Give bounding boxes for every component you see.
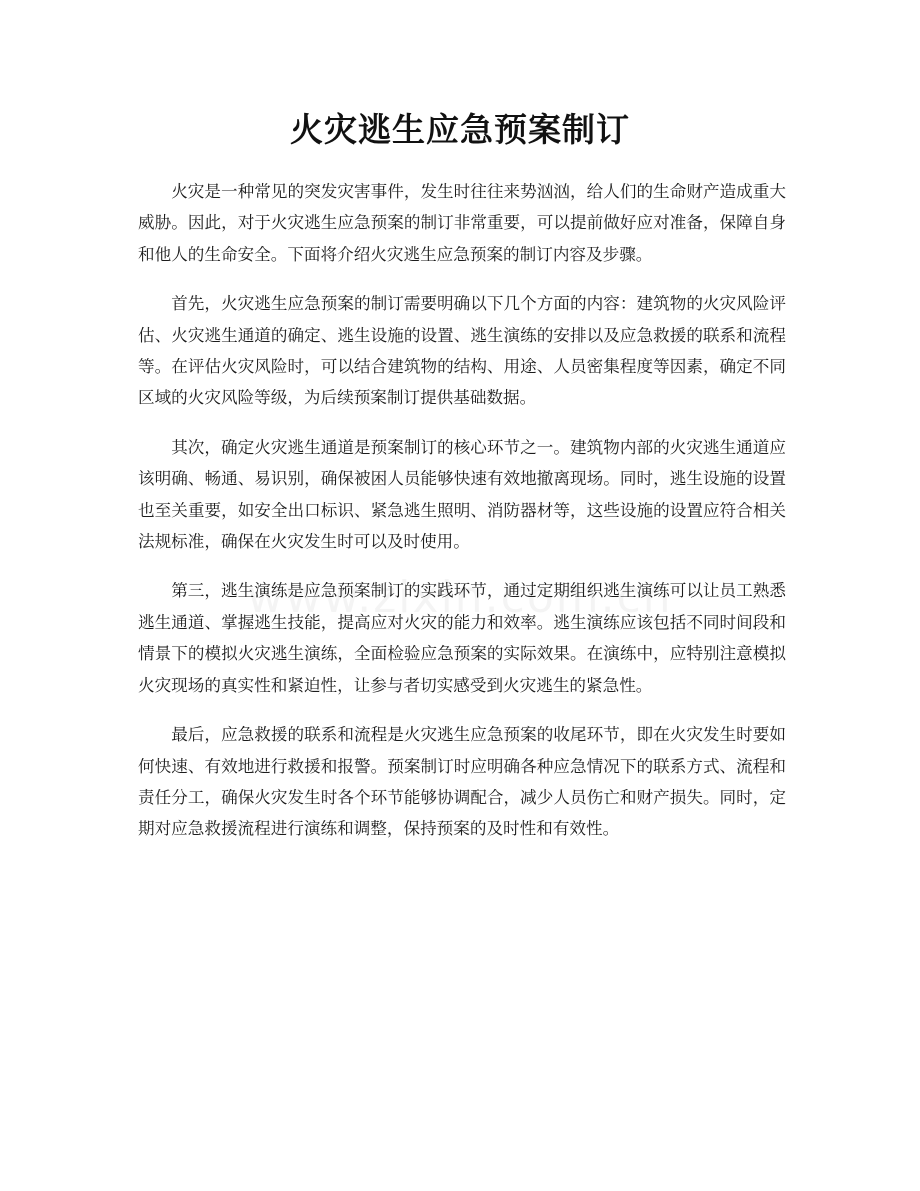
paragraph-last: 最后，应急救援的联系和流程是火灾逃生应急预案的收尾环节，即在火灾发生时要如何快速、有效地进行救援和报警。预案制订时应明确各种应急情况下的联系方式、流程和责任分工，确保火灾发生时各个环节能够协调配合，减少人员伤亡和财产损失。同时，定期对应急救援流程进行演练和调整，保持预案的及时性和有效性。 [138,725,786,839]
paragraph-third: 第三，逃生演练是应急预案制订的实践环节，通过定期组织逃生演练可以让员工熟悉逃生通道、掌握逃生技能，提高应对火灾的能力和效率。逃生演练应该包括不同时间段和情景下的模拟火灾逃生演练，全面检验应急预案的实际效果。在演练中，应特别注意模拟火灾现场的真实性和紧迫性，让参与者切实感受到火灾逃生的紧急性。 [138,581,786,695]
document-title: 火灾逃生应急预案制订 [290,110,630,149]
paragraph-intro: 火灾是一种常见的突发灾害事件，发生时往往来势汹汹，给人们的生命财产造成重大威胁。因此，对于火灾逃生应急预案的制订非常重要，可以提前做好应对准备，保障自身和他人的生命安全。下面将介绍火灾逃生应急预案的制订内容及步骤。 [138,182,786,264]
paragraph-second: 其次，确定火灾逃生通道是预案制订的核心环节之一。建筑物内部的火灾逃生通道应该明确、畅通、易识别，确保被困人员能够快速有效地撤离现场。同时，逃生设施的设置也至关重要，如安全出口标识、紧急逃生照明、消防器材等，这些设施的设置应符合相关法规标准，确保在火灾发生时可以及时使用。 [138,437,786,552]
paragraph-first: 首先，火灾逃生应急预案的制订需要明确以下几个方面的内容：建筑物的火灾风险评估、火灾逃生通道的确定、逃生设施的设置、逃生演练的安排以及应急救援的联系和流程等。在评估火灾风险时，可以结合建筑物的结构、用途、人员密集程度等因素，确定不同区域的火灾风险等级，为后续预案制订提供基础数据。 [138,294,786,408]
document-body [138,176,786,863]
